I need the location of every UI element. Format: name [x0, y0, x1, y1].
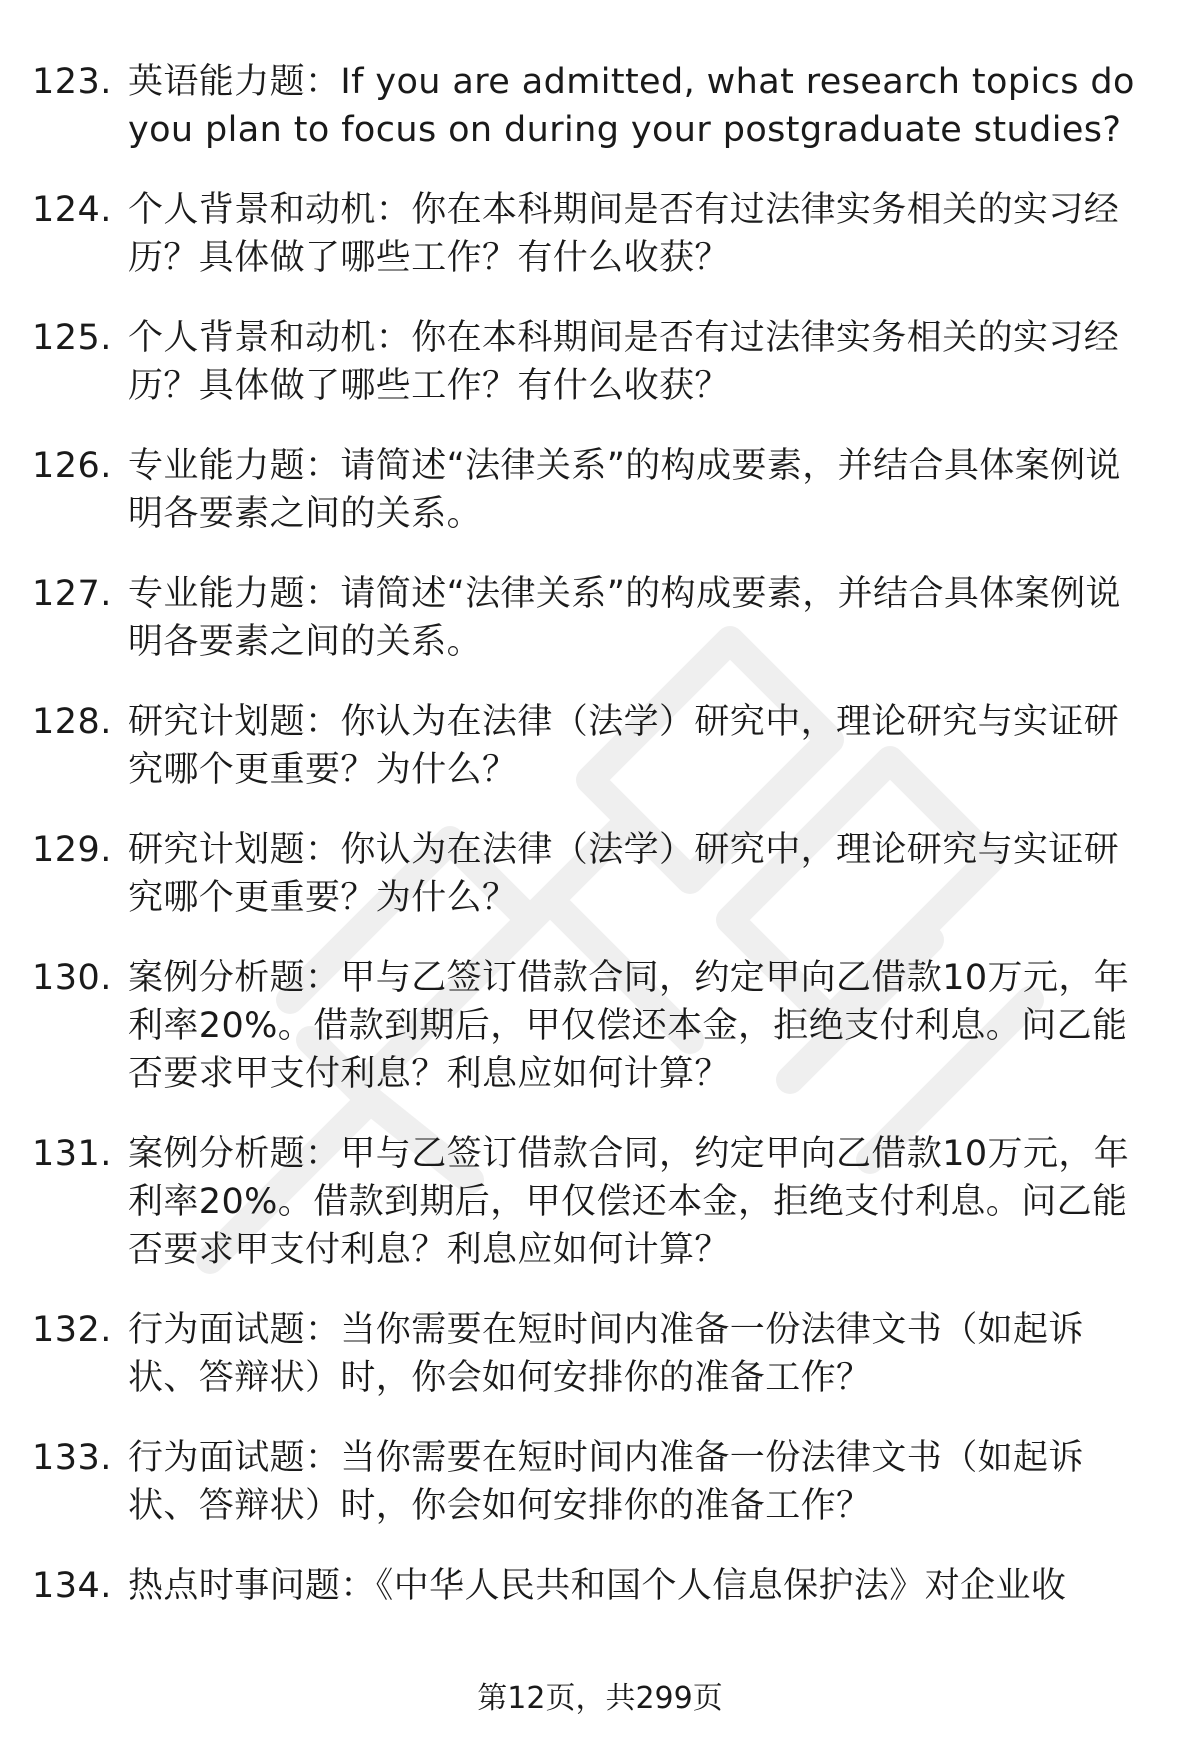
- question-number: 133.: [32, 1438, 112, 1478]
- question-item: [32, 314, 1162, 410]
- question-number: 134.: [32, 1566, 112, 1606]
- question-number: 125.: [32, 318, 112, 358]
- question-number: 123.: [32, 62, 112, 102]
- question-item: [32, 698, 1162, 794]
- question-item: [32, 570, 1162, 666]
- question-number: 132.: [32, 1310, 112, 1350]
- question-number: 129.: [32, 830, 112, 870]
- question-text: 案例分析题：甲与乙签订借款合同，约定甲向乙借款10万元，年利率20%。借款到期后，甲仅偿还本金，拒绝支付利息。问乙能否要求甲支付利息？利息应如何计算？: [128, 958, 1130, 1094]
- question-number: 131.: [32, 1134, 112, 1174]
- question-text: 专业能力题：请简述“法律关系”的构成要素，并结合具体案例说明各要素之间的关系。: [128, 446, 1121, 534]
- question-number: 128.: [32, 702, 112, 742]
- question-text: 行为面试题：当你需要在短时间内准备一份法律文书（如起诉状、答辩状）时，你会如何安排你的准备工作？: [128, 1438, 1084, 1526]
- question-item: [32, 1130, 1162, 1274]
- question-number: 126.: [32, 446, 112, 486]
- question-text: 个人背景和动机：你在本科期间是否有过法律实务相关的实习经历？具体做了哪些工作？有什么收获？: [128, 190, 1120, 278]
- question-item: [32, 442, 1162, 538]
- question-item: [32, 186, 1162, 282]
- question-text: 研究计划题：你认为在法律（法学）研究中，理论研究与实证研究哪个更重要？为什么？: [128, 702, 1120, 790]
- question-text: 专业能力题：请简述“法律关系”的构成要素，并结合具体案例说明各要素之间的关系。: [128, 574, 1121, 662]
- question-item: [32, 826, 1162, 922]
- question-text: 个人背景和动机：你在本科期间是否有过法律实务相关的实习经历？具体做了哪些工作？有什么收获？: [128, 318, 1120, 406]
- question-number: 127.: [32, 574, 112, 614]
- question-item: [32, 1562, 1162, 1610]
- question-number: 124.: [32, 190, 112, 230]
- question-text: 英语能力题：If you are admitted, what research topics do you plan to focus on during your postgraduate studies?: [128, 62, 1135, 150]
- question-list: [32, 58, 1162, 1610]
- question-text: 案例分析题：甲与乙签订借款合同，约定甲向乙借款10万元，年利率20%。借款到期后，甲仅偿还本金，拒绝支付利息。问乙能否要求甲支付利息？利息应如何计算？: [128, 1134, 1130, 1270]
- page-number-footer: 第12页，共299页: [477, 1681, 723, 1716]
- question-text: 热点时事问题：《中华人民共和国个人信息保护法》对企业收: [128, 1566, 1067, 1606]
- question-number: 130.: [32, 958, 112, 998]
- question-text: 行为面试题：当你需要在短时间内准备一份法律文书（如起诉状、答辩状）时，你会如何安排你的准备工作？: [128, 1310, 1084, 1398]
- question-item: [32, 954, 1162, 1098]
- question-text: 研究计划题：你认为在法律（法学）研究中，理论研究与实证研究哪个更重要？为什么？: [128, 830, 1120, 918]
- question-item: [32, 1434, 1162, 1530]
- question-item: [32, 58, 1162, 154]
- question-item: [32, 1306, 1162, 1402]
